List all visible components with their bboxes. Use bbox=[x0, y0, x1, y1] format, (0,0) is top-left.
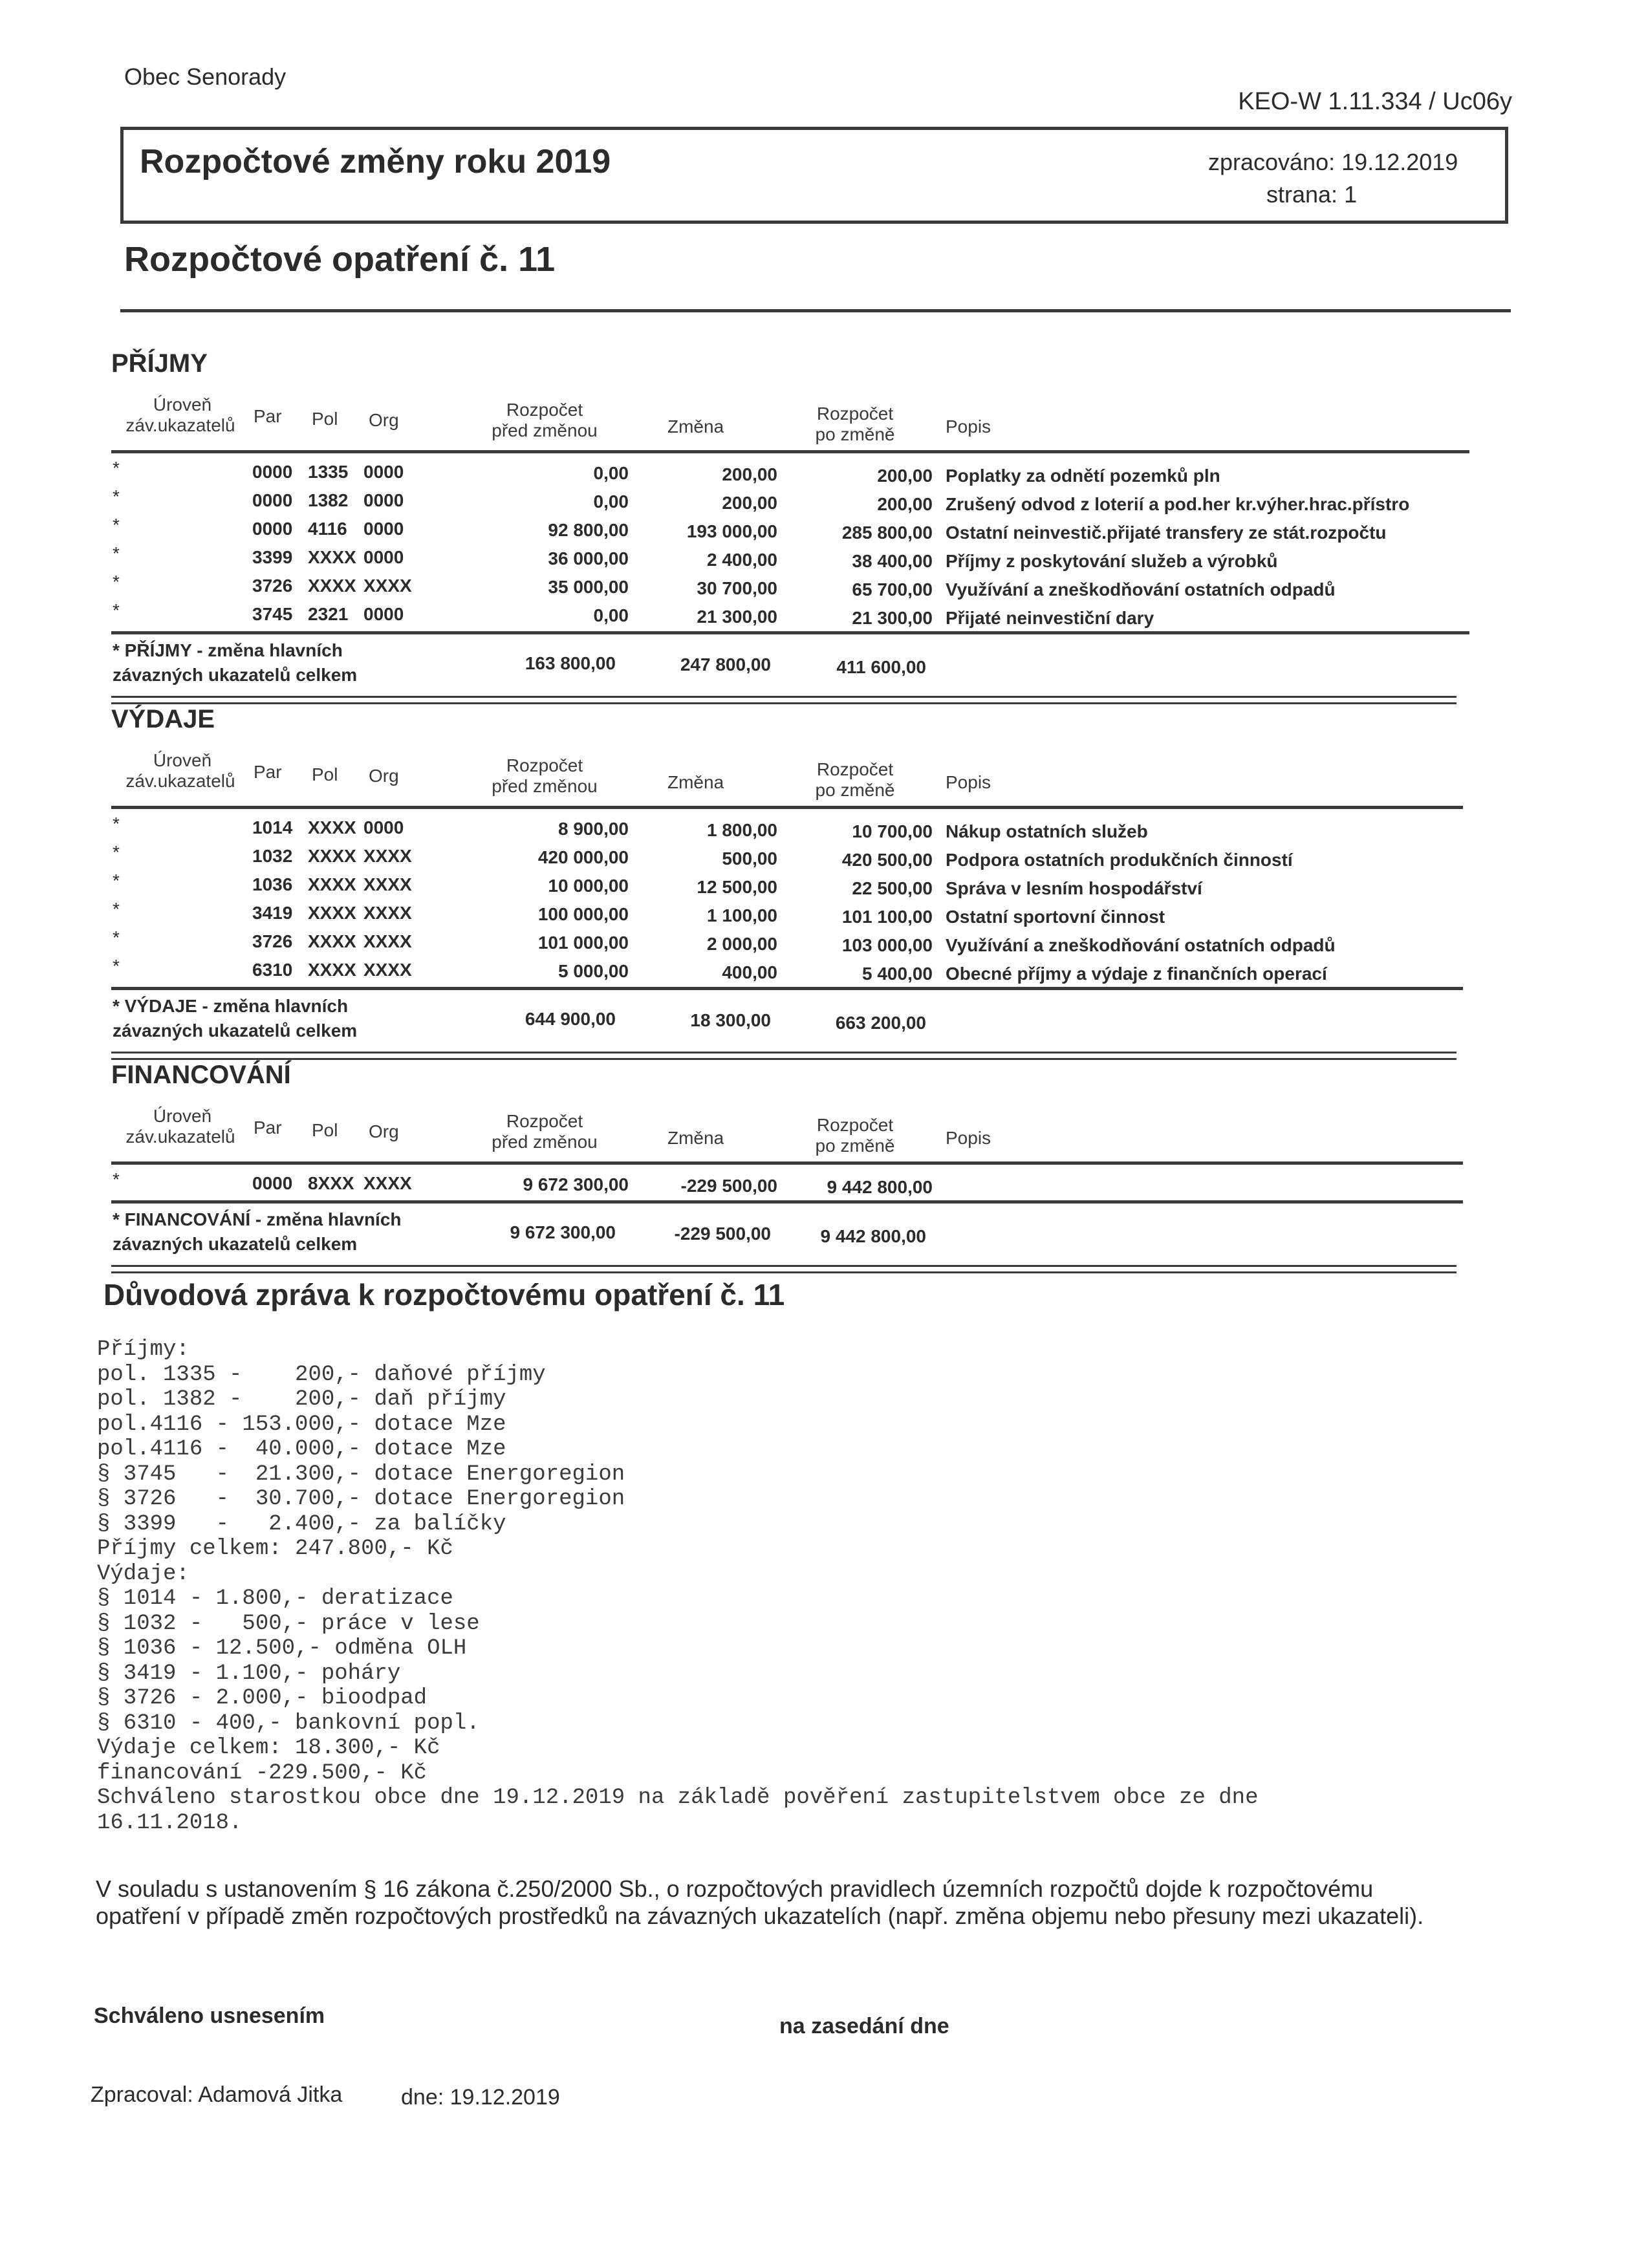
row-change: -229 500,00 bbox=[680, 1176, 777, 1196]
row-desc: Využívání a zneškodňování ostatních odpadů bbox=[946, 935, 1336, 955]
col-before-header-1: Rozpočet bbox=[506, 400, 583, 420]
row-pol: 1382 bbox=[308, 490, 349, 510]
row-pol: XXXX bbox=[308, 576, 356, 596]
row-change: 30 700,00 bbox=[697, 578, 777, 598]
row-desc: Ostatní neinvestič.přijaté transfery ze stát.rozpočtu bbox=[946, 523, 1387, 543]
table-row bbox=[0, 515, 1635, 543]
divider bbox=[120, 309, 1511, 312]
row-level: * bbox=[113, 600, 120, 620]
processed-date bbox=[1208, 149, 1458, 176]
row-par: 1032 bbox=[252, 846, 293, 866]
row-before: 0,00 bbox=[593, 463, 629, 483]
col-after-header-2: po změně bbox=[815, 1136, 895, 1156]
row-after: 9 442 800,00 bbox=[827, 1177, 933, 1197]
row-after: 101 100,00 bbox=[841, 907, 933, 927]
col-before-header-1: Rozpočet bbox=[506, 755, 583, 775]
row-change: 400,00 bbox=[722, 962, 777, 982]
row-change: 500,00 bbox=[722, 848, 777, 869]
row-par: 3726 bbox=[252, 576, 293, 596]
page-indicator bbox=[1266, 181, 1357, 208]
row-par: 0000 bbox=[252, 519, 293, 539]
report-line: § 3399 - 2.400,- za balíčky bbox=[97, 1511, 506, 1537]
double-rule-top bbox=[111, 696, 1456, 698]
table-row bbox=[0, 814, 1635, 842]
row-before: 10 000,00 bbox=[548, 876, 629, 896]
processed-date-footer: dne: 19.12.2019 bbox=[401, 2085, 560, 2110]
row-before: 35 000,00 bbox=[548, 577, 629, 597]
row-desc: Nákup ostatních služeb bbox=[946, 821, 1148, 841]
row-desc: Využívání a zneškodňování ostatních odpadů bbox=[946, 579, 1336, 599]
rows-end-rule bbox=[111, 1200, 1463, 1204]
col-desc-header: Popis bbox=[946, 1128, 991, 1148]
row-before: 0,00 bbox=[593, 605, 629, 625]
section-heading: VÝDAJE bbox=[111, 705, 215, 733]
row-after: 5 400,00 bbox=[862, 964, 933, 984]
row-change: 200,00 bbox=[722, 464, 777, 484]
total-after: 663 200,00 bbox=[835, 1013, 926, 1033]
table-row bbox=[0, 486, 1635, 515]
row-pol: 2321 bbox=[308, 604, 349, 624]
col-level-header-1: Úroveň bbox=[153, 750, 212, 770]
report-line: § 1036 - 12.500,- odměna OLH bbox=[97, 1636, 467, 1661]
row-level: * bbox=[113, 458, 120, 478]
col-change-header: Změna bbox=[667, 1128, 724, 1148]
header-rule bbox=[111, 806, 1463, 809]
row-org: XXXX bbox=[363, 931, 412, 951]
total-after: 411 600,00 bbox=[836, 657, 926, 677]
row-change: 12 500,00 bbox=[697, 877, 777, 897]
col-level-header-1: Úroveň bbox=[153, 394, 212, 415]
col-par-header: Par bbox=[254, 1118, 282, 1138]
row-change: 1 800,00 bbox=[707, 820, 777, 840]
row-level: * bbox=[113, 927, 120, 947]
row-level: * bbox=[113, 956, 120, 976]
report-line: § 1032 - 500,- práce v lese bbox=[97, 1611, 480, 1636]
row-par: 1036 bbox=[252, 874, 293, 894]
col-change-header: Změna bbox=[667, 772, 724, 792]
report-line: Příjmy: bbox=[97, 1337, 189, 1362]
legal-text: V souladu s ustanovením § 16 zákona č.250/2000 Sb., o rozpočtových pravidlech územních rozpočtů dojde k rozpočtovému opatření v případě změn rozpočtových prostředků na závazných ukazatelích (např. změna objemu nebo přesuny mezi ukazateli). bbox=[96, 1875, 1424, 1929]
row-after: 200,00 bbox=[877, 494, 933, 514]
row-pol: XXXX bbox=[308, 903, 356, 923]
row-before: 101 000,00 bbox=[537, 933, 629, 953]
report-line: § 3419 - 1.100,- poháry bbox=[97, 1661, 401, 1686]
row-pol: XXXX bbox=[308, 960, 356, 980]
row-org: 0000 bbox=[363, 604, 404, 624]
row-org: XXXX bbox=[363, 576, 412, 596]
row-after: 65 700,00 bbox=[852, 579, 933, 599]
total-before: 9 672 300,00 bbox=[510, 1222, 616, 1242]
col-level-header-2: záv.ukazatelů bbox=[125, 1127, 235, 1147]
table-row bbox=[0, 572, 1635, 600]
table-row bbox=[0, 842, 1635, 870]
row-level: * bbox=[113, 814, 120, 834]
row-level: * bbox=[113, 486, 120, 506]
col-org-header: Org bbox=[369, 1121, 399, 1141]
row-pol: XXXX bbox=[308, 874, 356, 894]
col-level-header-2: záv.ukazatelů bbox=[125, 771, 235, 791]
total-label-2: závazných ukazatelů celkem bbox=[113, 1234, 358, 1254]
col-before-header-2: před změnou bbox=[492, 776, 598, 796]
total-change: 18 300,00 bbox=[690, 1010, 771, 1030]
total-label-2: závazných ukazatelů celkem bbox=[113, 665, 358, 685]
row-desc: Poplatky za odnětí pozemků pln bbox=[946, 466, 1220, 486]
row-desc: Správa v lesním hospodářství bbox=[946, 878, 1202, 898]
report-line: § 3745 - 21.300,- dotace Energoregion bbox=[97, 1462, 625, 1487]
row-change: 2 400,00 bbox=[707, 550, 777, 570]
row-after: 38 400,00 bbox=[852, 551, 933, 571]
col-level-header-2: záv.ukazatelů bbox=[125, 415, 235, 435]
row-pol: XXXX bbox=[308, 846, 356, 866]
report-line: Schváleno starostkou obce dne 19.12.2019 na základě pověření zastupitelstvem obce ze dne bbox=[97, 1786, 1259, 1810]
row-desc: Ostatní sportovní činnost bbox=[946, 907, 1165, 927]
row-org: XXXX bbox=[363, 874, 412, 894]
row-before: 9 672 300,00 bbox=[523, 1174, 629, 1194]
row-before: 8 900,00 bbox=[558, 819, 629, 839]
table-row bbox=[0, 899, 1635, 927]
row-desc: Přijaté neinvestiční dary bbox=[946, 608, 1154, 628]
row-org: XXXX bbox=[363, 846, 412, 866]
row-par: 0000 bbox=[252, 462, 293, 482]
col-desc-header: Popis bbox=[946, 772, 991, 792]
row-after: 21 300,00 bbox=[852, 608, 933, 628]
row-after: 285 800,00 bbox=[841, 523, 933, 543]
total-before: 644 900,00 bbox=[525, 1009, 616, 1029]
row-pol: 4116 bbox=[308, 519, 347, 539]
row-par: 0000 bbox=[252, 490, 293, 510]
row-change: 193 000,00 bbox=[686, 521, 777, 541]
col-before-header-1: Rozpočet bbox=[506, 1111, 583, 1131]
row-after: 10 700,00 bbox=[852, 821, 933, 841]
table-row bbox=[0, 543, 1635, 572]
row-par: 6310 bbox=[252, 960, 293, 980]
row-org: 0000 bbox=[363, 547, 404, 567]
double-rule-top bbox=[111, 1265, 1456, 1267]
total-label-1: * FINANCOVÁNÍ - změna hlavních bbox=[113, 1209, 402, 1229]
col-after-header-1: Rozpočet bbox=[816, 759, 894, 779]
col-org-header: Org bbox=[369, 410, 399, 430]
col-after-header-1: Rozpočet bbox=[816, 404, 894, 424]
double-rule-bottom bbox=[111, 1271, 1456, 1273]
row-before: 36 000,00 bbox=[548, 548, 629, 568]
measure-title: Rozpočtové opatření č. 11 bbox=[124, 240, 556, 279]
header-rule bbox=[111, 1161, 1463, 1165]
col-pol-header: Pol bbox=[312, 764, 338, 784]
row-par: 3726 bbox=[252, 931, 293, 951]
col-pol-header: Pol bbox=[312, 409, 338, 429]
row-before: 92 800,00 bbox=[548, 520, 629, 540]
report-line: § 1014 - 1.800,- deratizace bbox=[97, 1586, 453, 1611]
report-line: pol.4116 - 153.000,- dotace Mze bbox=[97, 1412, 506, 1437]
document-title: Rozpočtové změny roku 2019 bbox=[140, 143, 611, 180]
rows-end-rule bbox=[111, 987, 1463, 990]
row-level: * bbox=[113, 842, 120, 862]
report-line: § 3726 - 30.700,- dotace Energoregion bbox=[97, 1487, 625, 1511]
row-par: 3745 bbox=[252, 604, 293, 624]
row-org: XXXX bbox=[363, 903, 412, 923]
report-line: 16.11.2018. bbox=[97, 1810, 243, 1835]
col-pol-header: Pol bbox=[312, 1120, 338, 1140]
row-org: XXXX bbox=[363, 1173, 412, 1193]
col-after-header-2: po změně bbox=[815, 424, 895, 444]
row-after: 22 500,00 bbox=[852, 878, 933, 898]
total-before: 163 800,00 bbox=[525, 653, 616, 673]
rows-end-rule bbox=[111, 631, 1469, 634]
row-org: 0000 bbox=[363, 462, 404, 482]
row-org: 0000 bbox=[363, 490, 404, 510]
row-level: * bbox=[113, 572, 120, 592]
system-code: KEO-W 1.11.334 / Uc06y bbox=[1238, 88, 1512, 115]
report-heading: Důvodová zpráva k rozpočtovému opatření č. 11 bbox=[103, 1278, 785, 1312]
row-org: 0000 bbox=[363, 817, 404, 837]
processed-by: Zpracoval: Adamová Jitka bbox=[91, 2082, 343, 2107]
row-pol: 1335 bbox=[308, 462, 349, 482]
col-after-header-2: po změně bbox=[815, 780, 895, 800]
total-label-1: * VÝDAJE - změna hlavních bbox=[113, 996, 349, 1016]
row-after: 103 000,00 bbox=[841, 935, 933, 955]
row-after: 200,00 bbox=[877, 466, 933, 486]
report-line: § 3726 - 2.000,- bioodpad bbox=[97, 1686, 428, 1711]
row-org: 0000 bbox=[363, 519, 404, 539]
row-level: * bbox=[113, 543, 120, 563]
report-line: Příjmy celkem: 247.800,- Kč bbox=[97, 1537, 453, 1561]
col-before-header-2: před změnou bbox=[492, 420, 598, 440]
page-number: 1 bbox=[1344, 181, 1358, 208]
table-row bbox=[0, 458, 1635, 486]
double-rule-bottom bbox=[111, 702, 1456, 704]
col-desc-header: Popis bbox=[946, 416, 991, 437]
table-row bbox=[0, 927, 1635, 956]
row-pol: XXXX bbox=[308, 931, 356, 951]
total-change: 247 800,00 bbox=[680, 654, 771, 675]
row-after: 420 500,00 bbox=[841, 850, 933, 870]
col-after-header-1: Rozpočet bbox=[816, 1115, 894, 1135]
row-par: 0000 bbox=[252, 1173, 293, 1193]
row-before: 100 000,00 bbox=[537, 904, 629, 924]
row-desc: Obecné příjmy a výdaje z finančních operací bbox=[946, 964, 1327, 984]
row-before: 5 000,00 bbox=[558, 961, 629, 981]
meeting-label: na zasedání dne bbox=[779, 2014, 949, 2038]
row-change: 1 100,00 bbox=[707, 905, 777, 925]
organization-name: Obec Senorady bbox=[124, 63, 287, 90]
row-par: 3399 bbox=[252, 547, 293, 567]
row-before: 0,00 bbox=[593, 491, 629, 512]
row-par: 3419 bbox=[252, 903, 293, 923]
section-heading: FINANCOVÁNÍ bbox=[111, 1061, 291, 1089]
row-desc: Příjmy z poskytování služeb a výrobků bbox=[946, 551, 1278, 571]
row-pol: 8XXX bbox=[308, 1173, 354, 1193]
row-desc: Podpora ostatních produkčních činností bbox=[946, 850, 1293, 870]
row-change: 21 300,00 bbox=[697, 607, 777, 627]
double-rule-top bbox=[111, 1052, 1456, 1053]
row-change: 2 000,00 bbox=[707, 934, 777, 954]
total-change: -229 500,00 bbox=[674, 1224, 771, 1244]
processed-value: 19.12.2019 bbox=[1341, 149, 1458, 175]
row-level: * bbox=[113, 1169, 120, 1189]
col-par-header: Par bbox=[254, 406, 282, 426]
double-rule-bottom bbox=[111, 1058, 1456, 1060]
row-pol: XXXX bbox=[308, 547, 356, 567]
table-row bbox=[0, 956, 1635, 984]
row-pol: XXXX bbox=[308, 817, 356, 837]
approved-label: Schváleno usnesením bbox=[94, 2003, 325, 2028]
col-org-header: Org bbox=[369, 766, 399, 786]
report-line: pol. 1382 - 200,- daň příjmy bbox=[97, 1387, 506, 1412]
table-row bbox=[0, 600, 1635, 629]
total-label-1: * PŘÍJMY - změna hlavních bbox=[113, 640, 343, 660]
table-row bbox=[0, 870, 1635, 899]
total-after: 9 442 800,00 bbox=[820, 1226, 926, 1246]
section-heading: PŘÍJMY bbox=[111, 349, 208, 378]
col-level-header-1: Úroveň bbox=[153, 1106, 212, 1126]
processed-label: zpracováno: bbox=[1208, 149, 1336, 175]
report-line: pol. 1335 - 200,- daňové příjmy bbox=[97, 1362, 546, 1387]
row-level: * bbox=[113, 899, 120, 919]
col-par-header: Par bbox=[254, 762, 282, 782]
col-change-header: Změna bbox=[667, 416, 724, 437]
table-row bbox=[0, 1169, 1635, 1198]
row-org: XXXX bbox=[363, 960, 412, 980]
report-line: Výdaje celkem: 18.300,- Kč bbox=[97, 1736, 440, 1760]
page-label: strana: bbox=[1266, 181, 1338, 208]
report-line: § 6310 - 400,- bankovní popl. bbox=[97, 1711, 480, 1736]
row-level: * bbox=[113, 515, 120, 535]
report-line: financování -229.500,- Kč bbox=[97, 1760, 428, 1786]
report-line: pol.4116 - 40.000,- dotace Mze bbox=[97, 1437, 506, 1462]
report-line: Výdaje: bbox=[97, 1561, 189, 1586]
total-label-2: závazných ukazatelů celkem bbox=[113, 1021, 358, 1041]
header-rule bbox=[111, 450, 1469, 453]
col-before-header-2: před změnou bbox=[492, 1132, 598, 1152]
row-desc: Zrušený odvod z loterií a pod.her kr.výher.hrac.přístro bbox=[946, 494, 1410, 514]
row-level: * bbox=[113, 870, 120, 891]
row-before: 420 000,00 bbox=[537, 847, 629, 867]
row-change: 200,00 bbox=[722, 493, 777, 513]
row-par: 1014 bbox=[252, 817, 293, 837]
